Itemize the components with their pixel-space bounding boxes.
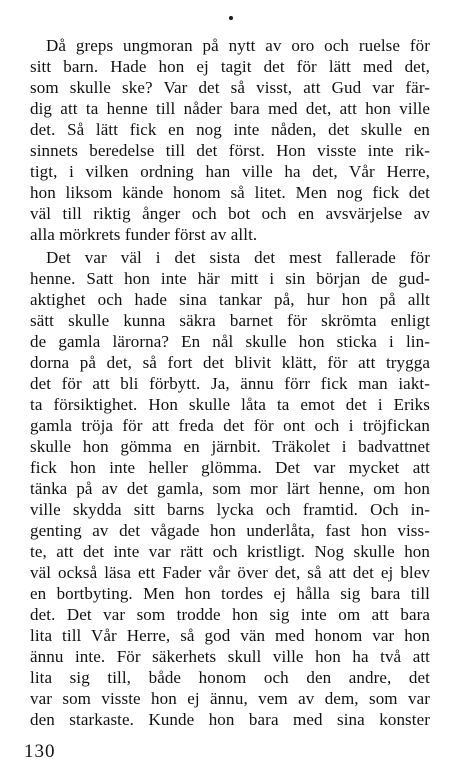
text-line: alla mörkrets funder först av allt. bbox=[30, 225, 258, 244]
text-line: ta försiktighet. Hon skulle låta ta emot det i Eriks bbox=[30, 395, 430, 414]
text-line: lita sig till, både honom och den andre, det bbox=[30, 668, 430, 687]
text-line: ville skydda sitt barns lycka och framtid. Och in- bbox=[30, 500, 430, 519]
text-line: dorna på det, så fort det blivit klätt, för att trygga bbox=[30, 353, 430, 372]
page-number: 130 bbox=[24, 741, 56, 762]
text-line: fick hon inte heller glömma. Det var mycket att bbox=[30, 458, 430, 477]
text-line: Då greps ungmoran på nytt av oro och ruelse för bbox=[46, 36, 430, 55]
text-line: ännu inte. För säkerhets skull ville hon ha två att bbox=[30, 647, 430, 666]
text-line: de gamla lärorna? En nål skulle hon sticka i lin- bbox=[30, 332, 430, 351]
text-line: en bortbyting. Men hon tordes ej hålla sig bara till bbox=[30, 584, 430, 603]
text-line: henne. Satt hon inte här mitt i sin början de gud- bbox=[30, 269, 430, 288]
text-line: det. Det var som trodde hon sig inte om att bara bbox=[30, 605, 430, 624]
text-line: var som visste hon ej ännu, vem av dem, som var bbox=[30, 689, 430, 708]
text-line: tänka på av det gamla, som mor lärt henne, om hon bbox=[30, 479, 430, 498]
text-line: genting av det vågade hon underlåta, fast hon viss- bbox=[30, 521, 430, 540]
text-line: väl till riktig ånger och bot och en avsvärjelse av bbox=[30, 204, 430, 223]
text-line: som skulle ske? Var det så visst, att Gud var fär- bbox=[30, 78, 430, 97]
text-line: sinnets beredelse till det först. Hon visste inte rik- bbox=[30, 141, 430, 160]
text-line: den starkaste. Kunde hon bara med sina konster bbox=[30, 710, 430, 729]
text-line: tigt, i vilken ordning han ville ha det, Vår Herre, bbox=[30, 162, 430, 181]
text-line: det för att bli förbytt. Ja, ännu förr fick man iakt- bbox=[30, 374, 430, 393]
text-line: lita till Vår Herre, så god vän med honom var hon bbox=[30, 626, 430, 645]
text-line: aktighet och hade sina tankar på, hur hon på allt bbox=[30, 290, 430, 309]
text-line: dig att ta henne till nåder bara med det, att hon ville bbox=[30, 99, 430, 118]
text-line: Det var väl i det sista det mest fallerade för bbox=[46, 248, 430, 267]
text-line: skulle hon gömma en järnbit. Träkolet i badvattnet bbox=[30, 437, 430, 456]
text-line: gamla tröja för att freda det för ont och i tröjfickan bbox=[30, 416, 430, 435]
text-line: det. Så lätt fick en nog inte nåden, det skulle en bbox=[30, 120, 430, 139]
text-line: hon liksom kände honom så litet. Men nog fick det bbox=[30, 183, 430, 202]
text-line: sätt skulle kunna säkra barnet för skrömta enligt bbox=[30, 311, 430, 330]
text-line: sitt barn. Hade hon ej tagit det för lätt med det, bbox=[30, 57, 430, 76]
text-line: te, att det inte var rätt och kristligt. Nog skulle hon bbox=[30, 542, 430, 561]
text-line: väl också läsa ett Fader vår över det, så att det ej blev bbox=[30, 563, 430, 582]
